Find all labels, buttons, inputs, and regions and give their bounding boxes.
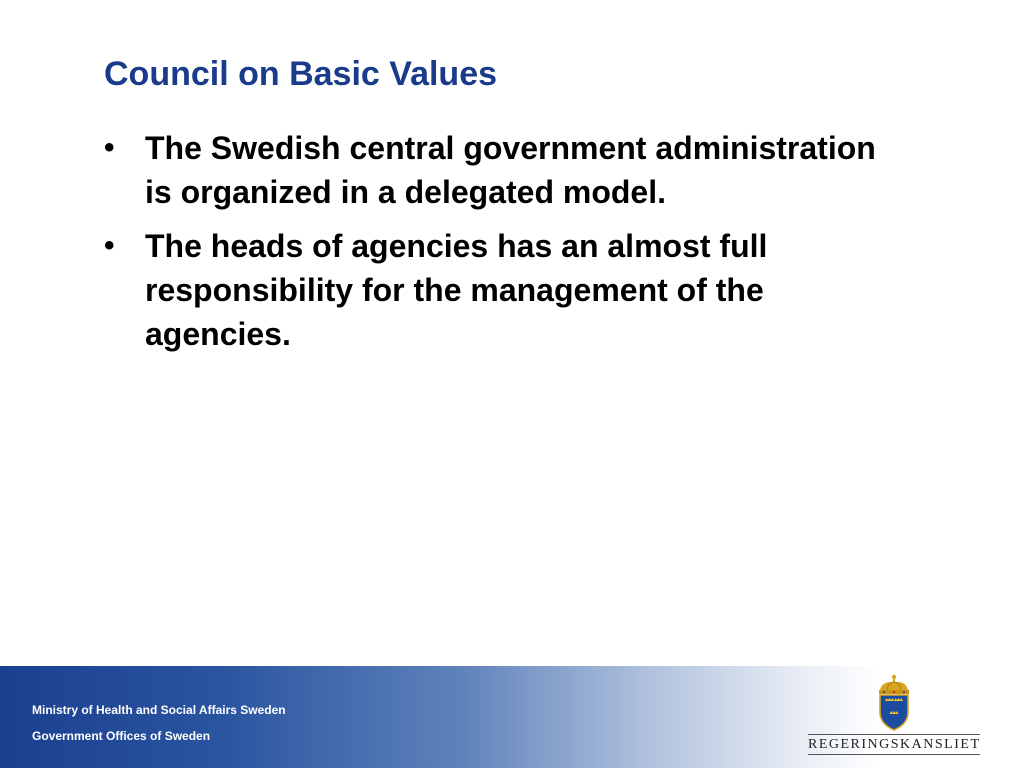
bullet-symbol: • [104,229,115,262]
bullet-symbol: • [104,131,115,164]
bullet-text: The heads of agencies has an almost full responsibility for the management of the agencies. [145,228,768,352]
slide-title: Council on Basic Values [104,55,498,93]
bullet-text: The Swedish central government administration is organized in a delegated model. [145,130,876,210]
bullet-list [104,126,904,366]
footer-ministry: Ministry of Health and Social Affairs Sweden [32,703,286,717]
logo-rule-bottom [808,754,980,755]
footer-government-offices: Government Offices of Sweden [32,729,211,743]
bullet-item [104,224,904,356]
footer-band [0,666,1024,768]
regeringskansliet-logo [808,674,980,760]
bullet-item [104,126,904,214]
crown-shield-icon [874,674,914,732]
logo-text: REGERINGSKANSLIET [808,737,981,752]
logo-rule-top [808,734,980,735]
